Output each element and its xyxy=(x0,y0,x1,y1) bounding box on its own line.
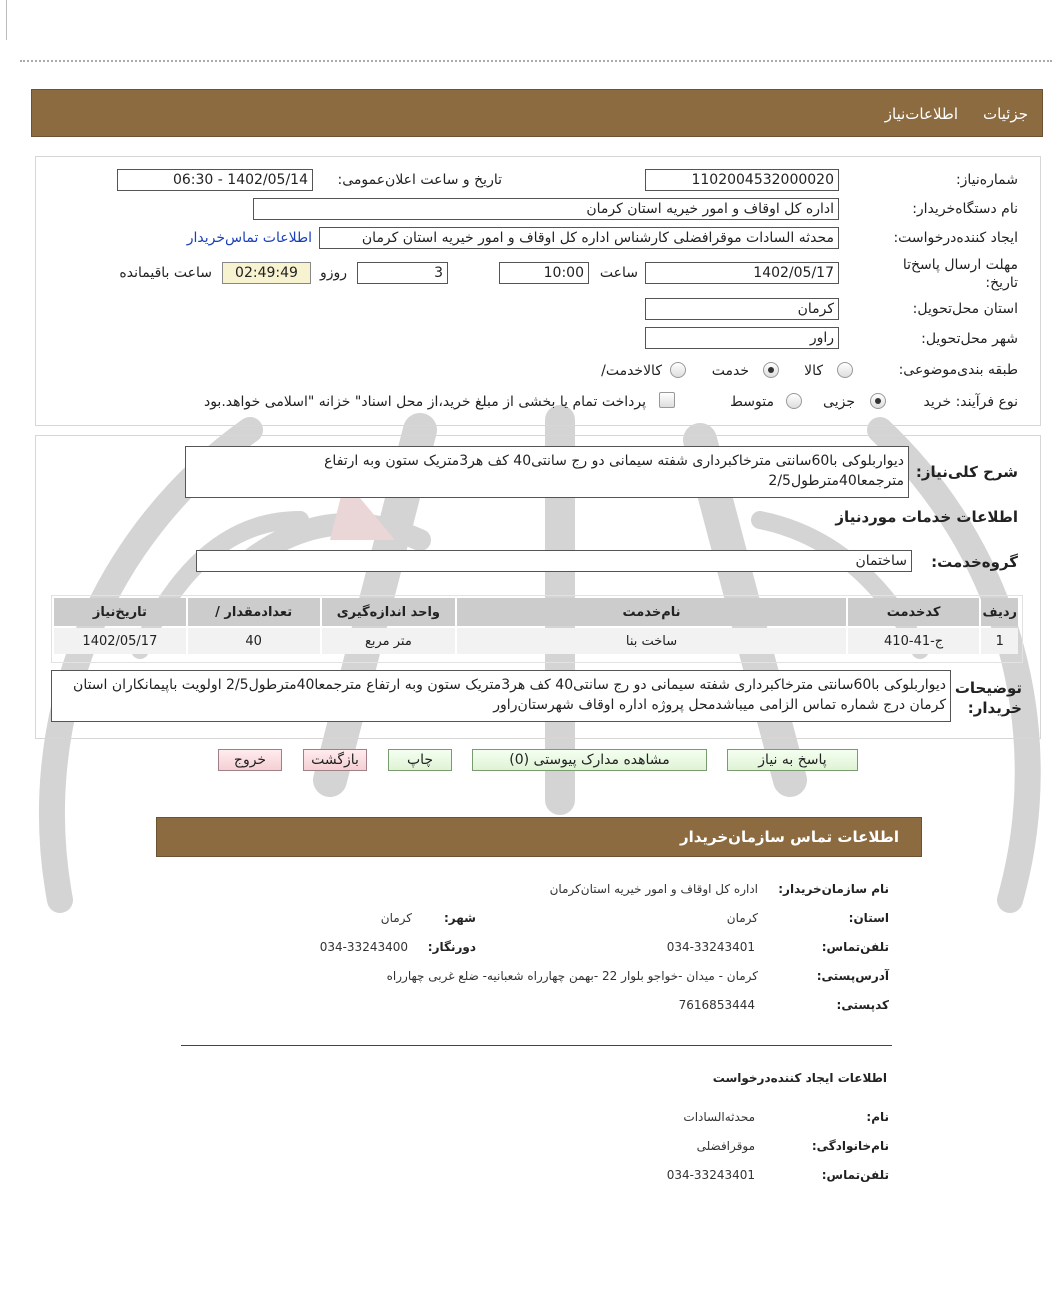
top-divider xyxy=(20,60,1052,62)
category-label: طبقه بندی‌موضوعی: xyxy=(898,362,1018,378)
col-service-name: نام‌خدمت xyxy=(457,598,846,626)
contact-title: اطلاعات تماس سازمان‌خریدار xyxy=(679,828,899,846)
contact-phone-value: 034-33243401 xyxy=(666,940,755,954)
deadline-label: مهلت ارسال پاسخ‌تا تاریخ: xyxy=(902,257,1018,291)
creator-phone-value: 034-33243401 xyxy=(666,1168,755,1182)
contact-org-label: نام سازمان‌خریدار: xyxy=(778,882,889,896)
contact-header-bar xyxy=(156,817,922,857)
province-field: کرمان xyxy=(645,298,839,320)
category-radio-goods[interactable] xyxy=(837,362,853,378)
contact-fax-label: دورنگار: xyxy=(427,940,476,954)
col-need-date: تاریخ‌نیاز xyxy=(54,598,186,626)
cell-row: 1 xyxy=(981,628,1018,654)
cell-quantity: 40 xyxy=(188,628,320,654)
reply-button[interactable]: پاسخ به نیاز xyxy=(727,749,858,771)
contact-address-label: آدرس‌پستی: xyxy=(816,969,889,983)
contact-city-label: شهر: xyxy=(444,911,476,925)
announce-label: تاریخ و ساعت اعلان‌عمومی: xyxy=(337,172,502,188)
announce-field: 1402/05/14 - 06:30 xyxy=(117,169,313,191)
buyer-org-field: اداره کل اوقاف و امور خیریه استان کرمان xyxy=(253,198,839,220)
col-unit: واحد اندازه‌گیری xyxy=(322,598,456,626)
remaining-label: ساعت باقیمانده xyxy=(119,265,212,281)
process-radio-minor[interactable] xyxy=(870,393,886,409)
category-option-goods: کالا xyxy=(804,363,823,379)
creator-phone-label: تلفن‌تماس: xyxy=(821,1168,889,1182)
buyer-notes-label: توضیحات خریدار: xyxy=(954,679,1022,717)
service-group-label: گروه‌خدمت: xyxy=(931,553,1018,571)
contact-divider xyxy=(181,1045,892,1046)
service-group-field: ساختمان xyxy=(196,550,912,572)
buyer-contact-link[interactable]: اطلاعات تماس‌خریدار xyxy=(186,230,312,246)
back-button[interactable]: بازگشت xyxy=(303,749,367,771)
tab-details[interactable]: جزئیات xyxy=(983,105,1028,123)
remaining-time-field: 02:49:49 xyxy=(222,262,311,284)
contact-postal-value: 7616853444 xyxy=(678,998,755,1012)
general-desc-label: شرح کلی‌نیاز: xyxy=(915,463,1018,481)
province-label: استان محل‌تحویل: xyxy=(912,301,1018,317)
process-radio-medium[interactable] xyxy=(786,393,802,409)
buyer-org-label: نام دستگاه‌خریدار: xyxy=(912,201,1018,217)
payment-treasury-checkbox[interactable] xyxy=(659,392,675,408)
creator-name-value: محدثه‌السادات xyxy=(683,1110,755,1124)
contact-org-value: اداره کل اوقاف و امور خیریه استان‌کرمان xyxy=(549,882,758,896)
process-option-minor: جزیی xyxy=(823,394,855,410)
process-option-medium: متوسط xyxy=(730,394,774,410)
category-radio-goods-service[interactable] xyxy=(670,362,686,378)
creator-family-label: نام‌خانوادگی: xyxy=(811,1139,889,1153)
need-number-field: 1102004532000020 xyxy=(645,169,839,191)
category-option-goods-service: کالاخدمت/ xyxy=(601,363,662,379)
header-bar xyxy=(31,89,1043,137)
category-radio-service[interactable] xyxy=(763,362,779,378)
cell-service-name: ساخت بنا xyxy=(457,628,846,654)
days-field: 3 xyxy=(357,262,448,284)
contact-phone-label: تلفن‌تماس: xyxy=(821,940,889,954)
city-field: راور xyxy=(645,327,839,349)
table-header-row xyxy=(54,598,1018,626)
cell-unit: متر مربع xyxy=(322,628,456,654)
col-row: ردیف xyxy=(981,598,1018,626)
tab-need-info[interactable]: اطلاعات‌نیاز xyxy=(884,105,958,123)
services-title: اطلاعات خدمات موردنیاز xyxy=(835,508,1018,526)
payment-treasury-note: پرداخت تمام یا بخشی از مبلغ خرید،از محل اسناد" خزانه "اسلامی خواهد.بود xyxy=(203,394,646,410)
buyer-notes-field: دیواربلوکی با60سانتی مترخاکبرداری شفته سیمانی دو رج سانتی40 کف هر3متریک ستون وبه ارتفاع مترجمعا40مترطول2/5 اولویت باپیمانکاران استان کرمان درج شماره تماس الزامی میباشدمحل پروژه اداره اوقاف شهرستان‌راور xyxy=(51,670,951,722)
col-quantity: تعدادمقدار / xyxy=(188,598,320,626)
process-label: نوع فرآیند: خرید xyxy=(923,394,1018,410)
print-button[interactable]: چاپ xyxy=(388,749,452,771)
deadline-time-label: ساعت xyxy=(599,265,638,281)
cell-need-date: 1402/05/17 xyxy=(54,628,186,654)
left-edge-line xyxy=(6,0,7,40)
cell-service-code: ج-41-410 xyxy=(848,628,980,654)
table-row xyxy=(54,628,1018,654)
contact-city-value: کرمان xyxy=(380,911,412,925)
creator-name-label: نام: xyxy=(866,1110,889,1124)
category-option-service: خدمت xyxy=(711,363,749,379)
days-label: روزو xyxy=(319,265,347,281)
requester-label: ایجاد کننده‌درخواست: xyxy=(893,230,1018,246)
city-label: شهر محل‌تحویل: xyxy=(921,331,1018,347)
deadline-date-field: 1402/05/17 xyxy=(645,262,839,284)
contact-fax-value: 034-33243400 xyxy=(319,940,408,954)
creator-family-value: موقرافضلی xyxy=(696,1139,755,1153)
col-service-code: کدخدمت xyxy=(848,598,980,626)
contact-province-label: استان: xyxy=(848,911,889,925)
view-attachments-button[interactable]: مشاهده مدارک پیوستی (0) xyxy=(472,749,707,771)
contact-province-value: کرمان xyxy=(726,911,758,925)
creator-title: اطلاعات ایجاد کننده‌درخواست xyxy=(712,1071,887,1085)
need-number-label: شماره‌نیاز: xyxy=(955,172,1018,188)
services-table xyxy=(52,596,1020,656)
requester-field: محدثه السادات موقرافضلی کارشناس اداره کل اوقاف و امور خیریه استان کرمان xyxy=(319,227,839,249)
deadline-time-field: 10:00 xyxy=(499,262,589,284)
exit-button[interactable]: خروج xyxy=(218,749,282,771)
contact-address-value: کرمان - میدان -خواجو بلوار 22 -بهمن چهارراه شعبانیه- ضلع غربی چهارراه xyxy=(386,969,758,983)
contact-postal-label: کد‌پستی: xyxy=(836,998,889,1012)
general-desc-field: دیواربلوکی با60سانتی مترخاکبرداری شفته سیمانی دو رج سانتی40 کف هر3متریک ستون وبه ارتفاع مترجمعا40مترطول2/5 xyxy=(185,446,909,498)
